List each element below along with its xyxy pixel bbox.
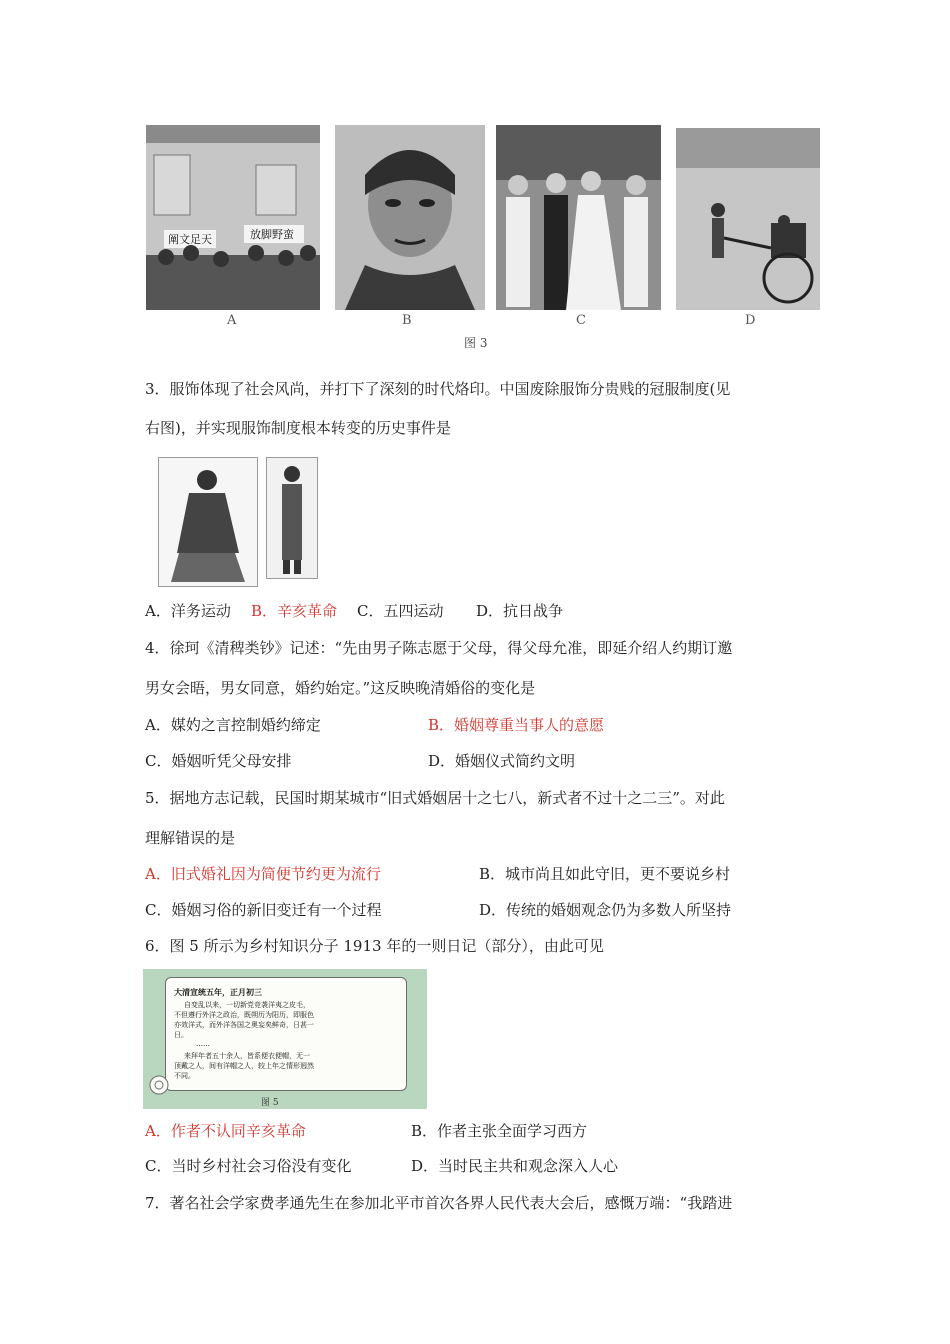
sign-left: 阐文足天 bbox=[168, 233, 212, 246]
scroll-curl-icon bbox=[147, 1073, 171, 1097]
q3-figure-official bbox=[158, 457, 258, 587]
q7-stem-line1: 7．著名社会学家费孝通先生在参加北平市首次各界人民代表大会后，感慨万端：“我踏进 bbox=[145, 1194, 733, 1212]
q4-stem-line1: 4．徐珂《清稗类钞》记述：“先由男子陈志愿于父母，得父母允准，即延介绍人约期订邀 bbox=[145, 639, 733, 657]
diary-line: 日。 bbox=[174, 1031, 188, 1039]
school-scene-illustration bbox=[146, 125, 320, 310]
q5-option-b[interactable]: B．城市尚且如此守旧，更不要说乡村 bbox=[479, 865, 731, 883]
q3-option-d[interactable]: D．抗日战争 bbox=[476, 602, 564, 620]
figure3-label-d: D bbox=[745, 313, 756, 328]
figure5-caption: 图 5 bbox=[261, 1098, 279, 1108]
q5-stem-line2: 理解错误的是 bbox=[145, 829, 236, 847]
diary-line: 自变乱以来，一切新党竞袭洋夷之皮毛， bbox=[184, 1001, 310, 1009]
q5-option-c[interactable]: C．婚姻习俗的新旧变迁有一个过程 bbox=[145, 901, 382, 919]
standing-figure-illustration bbox=[267, 458, 317, 578]
q6-option-b[interactable]: B．作者主张全面学习西方 bbox=[411, 1122, 588, 1140]
diary-scroll bbox=[165, 977, 407, 1091]
figure3-label-a: A bbox=[227, 313, 237, 328]
q4-option-b[interactable]: B．婚姻尊重当事人的意愿 bbox=[428, 716, 605, 734]
diary-line: 来拜年者五十余人，皆系便衣便帽，无一 bbox=[184, 1052, 310, 1060]
q3-stem-line2: 右图)，并实现服饰制度根本转变的历史事件是 bbox=[145, 419, 451, 437]
q5-option-a[interactable]: A．旧式婚礼因为简便节约更为流行 bbox=[145, 865, 381, 883]
rickshaw-illustration bbox=[676, 128, 820, 310]
q3-option-c[interactable]: C．五四运动 bbox=[357, 602, 444, 620]
diary-line: 不但遵行外洋之政治，既朔历为阳历，即服色 bbox=[174, 1011, 314, 1019]
portrait-illustration bbox=[335, 125, 485, 310]
q3-option-b[interactable]: B．辛亥革命 bbox=[251, 602, 338, 620]
q3-figure-standing bbox=[266, 457, 318, 579]
wedding-illustration bbox=[496, 125, 661, 310]
q6-option-c[interactable]: C．当时乡村社会习俗没有变化 bbox=[145, 1157, 352, 1175]
q4-option-d[interactable]: D．婚姻仪式简约文明 bbox=[428, 752, 576, 770]
figure3-caption: 图 3 bbox=[464, 336, 488, 350]
figure3-label-c: C bbox=[576, 313, 586, 328]
q5-option-d[interactable]: D．传统的婚姻观念仍为多数人所坚持 bbox=[479, 901, 732, 919]
figure3-label-b: B bbox=[402, 313, 412, 328]
q4-option-c[interactable]: C．婚姻听凭父母安排 bbox=[145, 752, 292, 770]
figure3-photo-d bbox=[676, 128, 820, 310]
diary-heading: 大清宣统五年，正月初三 bbox=[174, 987, 262, 997]
figure3-photo-a bbox=[146, 125, 320, 310]
diary-line: 顶戴之人，间有洋帽之人，较上年之情形迥然 bbox=[174, 1062, 314, 1070]
q5-stem-line1: 5．据地方志记载，民国时期某城市“旧式婚姻居十之七八，新式者不过十之二三”。对此 bbox=[145, 789, 725, 807]
q6-option-a[interactable]: A．作者不认同辛亥革命 bbox=[145, 1122, 306, 1140]
figure3-photo-c bbox=[496, 125, 661, 310]
figure3-photo-b bbox=[335, 125, 485, 310]
diary-line: …… bbox=[196, 1040, 210, 1048]
q4-option-a[interactable]: A．媒妁之言控制婚约缔定 bbox=[145, 716, 321, 734]
official-robe-illustration bbox=[159, 458, 257, 586]
q6-option-d[interactable]: D．当时民主共和观念深入人心 bbox=[411, 1157, 619, 1175]
q4-stem-line2: 男女会晤，男女同意，婚约始定。”这反映晚清婚俗的变化是 bbox=[145, 679, 536, 697]
q6-figure5 bbox=[143, 969, 427, 1109]
diary-line: 不同。 bbox=[174, 1072, 195, 1080]
sign-right: 放脚野蛮 bbox=[250, 228, 294, 241]
q6-stem: 6．图 5 所示为乡村知识分子 1913 年的一则日记（部分），由此可见 bbox=[145, 937, 604, 955]
q3-option-a[interactable]: A．洋务运动 bbox=[145, 602, 231, 620]
diary-line: 亦效洋式，而外洋各国之奥妄矣鲜奇，日甚一 bbox=[174, 1021, 314, 1029]
q3-stem-line1: 3．服饰体现了社会风尚，并打下了深刻的时代烙印。中国废除服饰分贵贱的冠服制度(见 bbox=[145, 380, 731, 398]
